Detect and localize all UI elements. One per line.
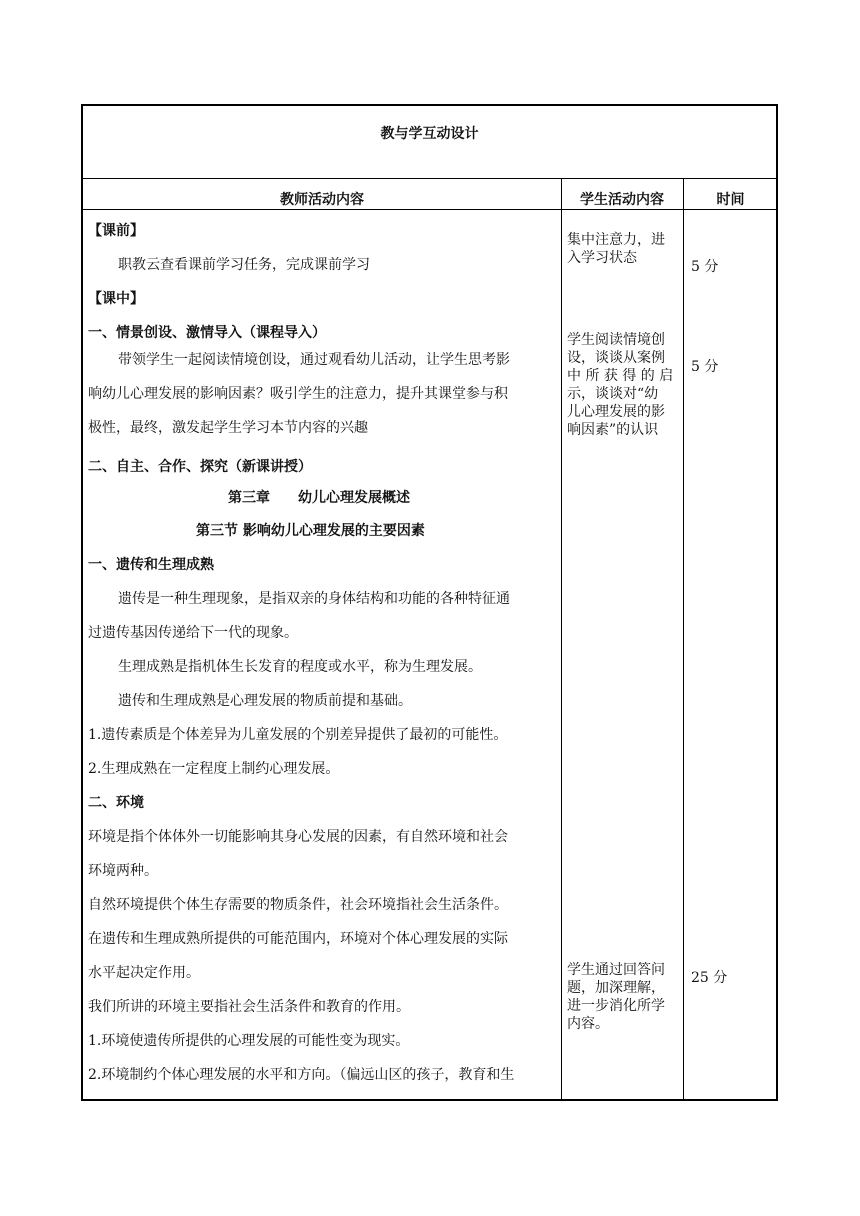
time-3: 25 分 xyxy=(691,970,728,986)
part2-line: 在遗传和生理成熟所提供的可能范围内，环境对个体心理发展的实际 xyxy=(88,931,508,947)
part1-line: 生理成熟是指机体生长发育的程度或水平，称为生理发展。 xyxy=(118,659,482,675)
part2-line: 我们所讲的环境主要指社会生活条件和教育的作用。 xyxy=(88,999,410,1015)
student-activity-line: 示，谈谈对“幼 xyxy=(567,386,659,402)
header-student: 学生活动内容 xyxy=(580,192,664,208)
section1-heading: 一、情景创设、激情导入（课程导入） xyxy=(88,325,326,341)
part2-line: 1.环境使遗传所提供的心理发展的可能性变为现实。 xyxy=(88,1033,410,1049)
student-activity-line: 内容。 xyxy=(567,1016,609,1032)
column-divider-1 xyxy=(561,179,562,1101)
student-activity-1 xyxy=(567,231,679,267)
part1-line: 遗传和生理成熟是心理发展的物质前提和基础。 xyxy=(118,693,412,709)
part2-line: 环境是指个体体外一切能影响其身心发展的因素，有自然环境和社会 xyxy=(88,829,508,845)
before-class-text: 职教云查看课前学习任务，完成课前学习 xyxy=(118,257,370,273)
student-activity-line: 进一步消化所学 xyxy=(567,998,665,1014)
chapter-title: 第三章 幼儿心理发展概述 xyxy=(228,490,410,506)
part2-line: 环境两种。 xyxy=(88,863,158,879)
in-class-label: 【课中】 xyxy=(88,291,144,307)
part1-line: 过遗传基因传递给下一代的现象。 xyxy=(88,625,298,641)
section1-line: 带领学生一起阅读情境创设，通过观看幼儿活动，让学生思考影 xyxy=(118,352,510,368)
part1-line: 2.生理成熟在一定程度上制约心理发展。 xyxy=(88,761,340,777)
header-teacher: 教师活动内容 xyxy=(280,192,364,208)
student-activity-line: 设，谈谈从案例 xyxy=(567,350,665,366)
student-activity-line: 儿心理发展的影 xyxy=(567,404,665,420)
table-title: 教与学互动设计 xyxy=(380,126,479,142)
student-activity-2 xyxy=(567,331,679,439)
student-activity-3 xyxy=(567,961,679,1033)
time-1: 5 分 xyxy=(691,259,719,275)
student-activity-line: 学生阅读情境创 xyxy=(567,332,665,348)
part2-line: 2.环境制约个体心理发展的水平和方向。（偏远山区的孩子，教育和生 xyxy=(88,1067,515,1083)
part2-line: 自然环境提供个体生存需要的物质条件，社会环境指社会生活条件。 xyxy=(88,897,508,913)
section-title: 第三节 影响幼儿心理发展的主要因素 xyxy=(196,523,425,539)
part1-line: 遗传是一种生理现象，是指双亲的身体结构和功能的各种特征通 xyxy=(118,591,510,607)
header-divider xyxy=(83,209,776,210)
section1-line: 响幼儿心理发展的影响因素？吸引学生的注意力，提升其课堂参与积 xyxy=(88,386,508,402)
part1-heading: 一、遗传和生理成熟 xyxy=(88,557,214,573)
part1-line: 1.遗传素质是个体差异为儿童发展的个别差异提供了最初的可能性。 xyxy=(88,727,508,743)
student-activity-line: 响因素”的认识 xyxy=(567,422,659,438)
student-activity-line: 学生通过回答问 xyxy=(567,962,665,978)
column-divider-2 xyxy=(683,179,684,1101)
part2-heading: 二、环境 xyxy=(88,795,144,811)
section2-heading: 二、自主、合作、探究（新课讲授） xyxy=(88,459,312,475)
time-2: 5 分 xyxy=(691,359,719,375)
header-time: 时间 xyxy=(716,192,745,208)
student-activity-line: 中 所 获 得 的 启 xyxy=(567,368,674,384)
part2-line: 水平起决定作用。 xyxy=(88,965,200,981)
before-class-label: 【课前】 xyxy=(88,223,144,239)
table-title-cell xyxy=(83,106,776,179)
student-activity-line: 入学习状态 xyxy=(567,250,637,266)
student-activity-line: 题，加深理解， xyxy=(567,980,665,996)
section1-line: 极性，最终，激发起学生学习本节内容的兴趣 xyxy=(88,420,368,436)
student-activity-line: 集中注意力，进 xyxy=(567,232,665,248)
